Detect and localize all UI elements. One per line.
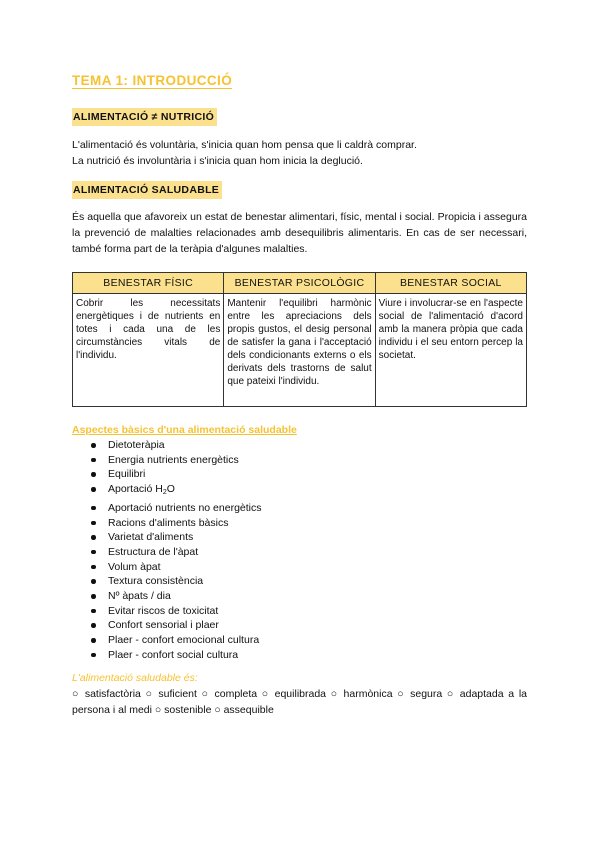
- table-cell: Viure i involucrar-se en l'aspecte social de l'alimentació d'acord amb la manera pròpia que cada individu i el seu entorn percep la societat.: [375, 294, 526, 407]
- page-title: TEMA 1: INTRODUCCIÓ: [72, 73, 233, 88]
- qualities-text: ○ satisfactòria ○ suficient ○ completa ○ equilibrada ○ harmònica ○ segura ○ adaptada a la persona i al medi ○ sostenible ○ assequible: [72, 688, 527, 716]
- list-item: Textura consistència: [72, 574, 262, 589]
- subscript-2: 2: [162, 489, 167, 497]
- list-item: Confort sensorial i plaer: [72, 618, 262, 633]
- aspects-list: [72, 438, 262, 663]
- list-item: Aportació nutrients no energètics: [72, 501, 262, 516]
- table-header: BENESTAR FÍSIC: [73, 273, 224, 294]
- paragraph-nutricio: La nutrició és involuntària i s'inicia quan hom inicia la deglució.: [72, 155, 363, 167]
- list-item: Nº àpats / dia: [72, 589, 262, 604]
- table-header: BENESTAR SOCIAL: [375, 273, 526, 294]
- section-heading-healthy: ALIMENTACIÓ SALUDABLE: [72, 181, 222, 199]
- list-item: Estructura de l'àpat: [72, 545, 262, 560]
- table-row: [73, 294, 527, 407]
- qualities-heading: L'alimentació saludable és:: [72, 672, 198, 684]
- list-item: Plaer - confort emocional cultura: [72, 633, 262, 648]
- table-cell: Mantenir l'equilibri harmònic entre les apreciacions dels propis gustos, el desig personal de satisfer la gana i l'acceptació dels condicionants externs o els derivats dels trastorns de salut que pateixi l'individu.: [224, 294, 375, 407]
- list-item: Volum àpat: [72, 560, 262, 575]
- list-item: Dietoteràpia: [72, 438, 262, 453]
- table-cell: Cobrir les necessitats energètiques i de nutrients en totes i cada una de les circumstàncies vitals de l'individu.: [73, 294, 224, 407]
- list-item: Aportació $H_2O$: [72, 482, 262, 501]
- table-header: BENESTAR PSICOLÒGIC: [224, 273, 375, 294]
- paragraph-healthy-definition: És aquella que afavoreix un estat de benestar alimentari, físic, mental i social. Propicia i assegura la prevenció de malalties relacionades amb desequilibris alimentaris. En cas de ser necessari, també forma part de la teràpia d'algunes malalties.: [72, 211, 527, 255]
- list-item: Varietat d'aliments: [72, 530, 262, 545]
- aspects-heading: Aspectes bàsics d'una alimentació saludable: [72, 424, 297, 436]
- list-item: Equilibri: [72, 467, 262, 482]
- wellbeing-table: [72, 272, 527, 407]
- list-item: Evitar riscos de toxicitat: [72, 604, 262, 619]
- section-heading-nutrition: ALIMENTACIÓ ≠ NUTRICIÓ: [72, 108, 217, 126]
- list-item: Energia nutrients energètics: [72, 453, 262, 468]
- paragraph-alimentacio: L'alimentació és voluntària, s'inicia quan hom pensa que li caldrà comprar.: [72, 139, 417, 151]
- list-item: Racions d'aliments bàsics: [72, 516, 262, 531]
- list-item: Plaer - confort social cultura: [72, 648, 262, 663]
